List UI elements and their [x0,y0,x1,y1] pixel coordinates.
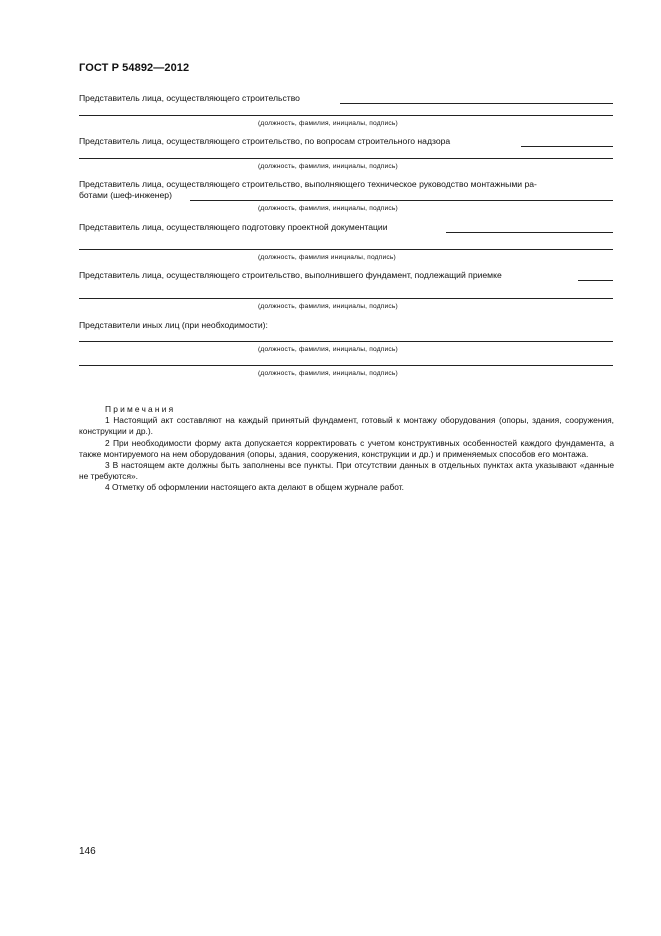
page-number: 146 [79,846,96,857]
note-4: 4 Отметку об оформлении настоящего акта делают в общем журнале работ. [105,482,404,493]
note-3: 3 В настоящем акте должны быть заполнены все пункты. При отсутствии данных в отдельных пунктах акта указывают «данные не требуются». [79,460,614,482]
row-1-second-line [79,115,613,116]
row-6-line-1 [79,341,613,342]
row-4-label: Представитель лица, осуществляющего подготовку проектной документации [79,222,388,232]
row-4-second-line [79,249,613,250]
row-1-label: Представитель лица, осуществляющего строительство [79,93,300,103]
row-3-label-line-2: ботами (шеф-инженер) [79,190,172,200]
note-2: 2 При необходимости форму акта допускается корректировать с учетом конструктивных особенностей каждого фундамента, а также монтируемого на нем оборудования (опоры, здания, сооружения, конструкции и др.) и применяемых способов его монтажа. [79,437,614,459]
row-4-fill-line [446,232,613,233]
row-3-fill-line [190,200,613,201]
row-4-caption: (должность, фамилия инициалы, подпись) [258,254,396,261]
row-3-caption: (должность, фамилия, инициалы, подпись) [258,205,398,212]
row-2-second-line [79,158,613,159]
document-header: ГОСТ Р 54892—2012 [79,62,190,74]
row-1-fill-line [340,103,613,104]
row-1-caption: (должность, фамилия, инициалы, подпись) [258,120,398,127]
note-1: 1 Настоящий акт составляют на каждый принятый фундамент, готовый к монтажу оборудования (опоры, здания, сооружения, конструкции и др.). [79,415,614,437]
row-5-label: Представитель лица, осуществляющего строительство, выполнившего фундамент, подлежащий приемке [79,270,502,280]
row-6-caption-2: (должность, фамилия, инициалы, подпись) [258,370,398,377]
notes-title: Примечания [105,404,176,414]
row-3-label-line-1: Представитель лица, осуществляющего строительство, выполняющего техническое руководство монтажными ра- [79,179,537,189]
row-5-second-line [79,298,613,299]
row-5-fill-line [578,280,613,281]
row-6-caption-1: (должность, фамилия, инициалы, подпись) [258,346,398,353]
row-6-line-2 [79,365,613,366]
notes-block [79,404,614,494]
row-5-caption: (должность, фамилия, инициалы, подпись) [258,303,398,310]
row-2-fill-line [521,146,613,147]
row-6-label: Представители иных лиц (при необходимости): [79,320,268,330]
row-2-caption: (должность, фамилия, инициалы, подпись) [258,163,398,170]
row-2-label: Представитель лица, осуществляющего строительство, по вопросам строительного надзора [79,136,451,146]
